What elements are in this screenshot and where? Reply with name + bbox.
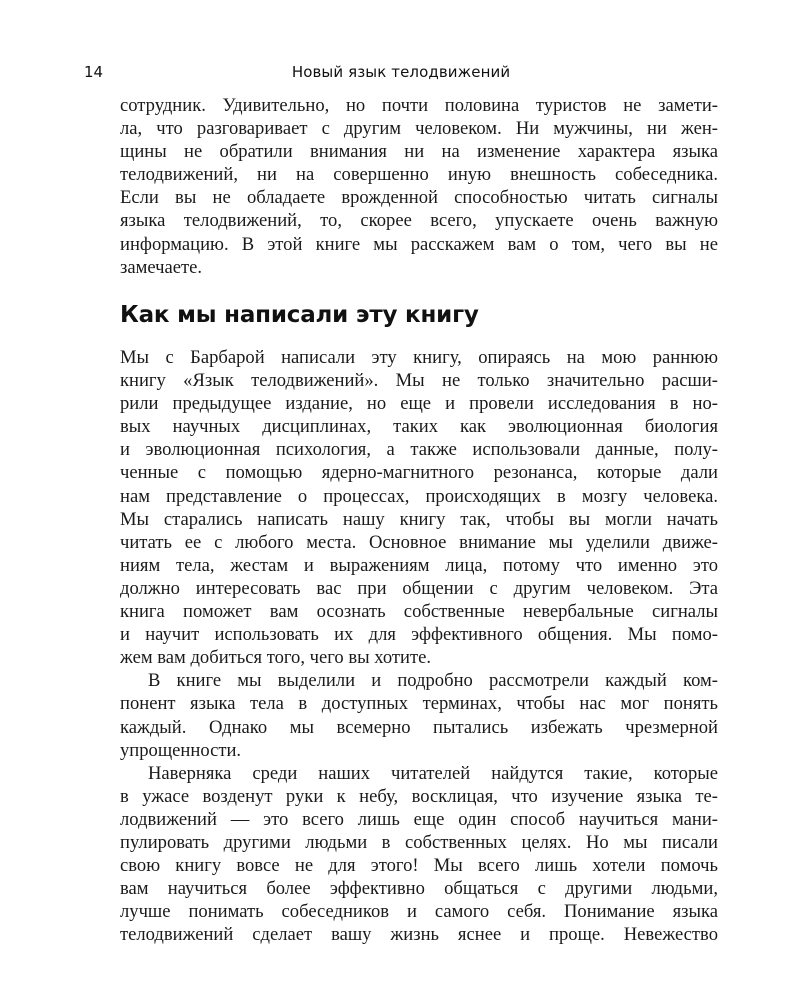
text-line: телодвижений, ни на совершенно иную внешность собеседника. <box>120 164 718 186</box>
text-line: и эволюционная психология, а также использовали данные, полу- <box>120 439 718 461</box>
text-line: Мы с Барбарой написали эту книгу, опираясь на мою раннюю <box>120 347 718 368</box>
text-line: каждый. Однако мы всемерно пытались избежать чрезмерной <box>120 716 718 738</box>
running-title: Новый язык телодвижений <box>291 63 511 81</box>
text-line: рили предыдущее издание, но еще и провели исследования в но- <box>120 393 718 415</box>
text-line: лодвижений — это всего лишь еще один способ научиться мани- <box>120 808 718 830</box>
text-line: сотрудник. Удивительно, но почти половина туристов не замети- <box>120 95 718 116</box>
paragraph-3 <box>120 762 718 947</box>
text-line: телодвижений сделает вашу жизнь яснее и проще. Невежество <box>120 924 718 946</box>
text-line: свою книгу вовсе не для этого! Мы всего лишь хотели помочь <box>120 855 718 877</box>
text-line: и научит использовать их для эффективного общения. Мы помо- <box>120 624 718 646</box>
text-line: Если вы не обладаете врожденной способностью читать сигналы <box>120 187 718 209</box>
text-line: пулировать другими людьми в собственных целях. Но мы писали <box>120 831 718 853</box>
text-line: жем вам добиться того, чего вы хотите. <box>120 647 432 669</box>
text-line: щины не обратили внимания ни на изменение характера языка <box>120 141 718 163</box>
running-head <box>84 63 718 85</box>
text-line: должно интересовать вас при общении с другим человеком. Эта <box>120 577 718 599</box>
page-number: 14 <box>84 63 104 81</box>
text-line: Мы старались написать нашу книгу так, чтобы вы могли начать <box>120 508 718 530</box>
text-line: понент языка тела в доступных терминах, чтобы нас мог понять <box>120 693 718 715</box>
paragraph-2 <box>120 669 718 761</box>
text-line: упрощенности. <box>120 739 242 761</box>
text-line: вам научиться более эффективно общаться с другими людьми, <box>120 878 718 900</box>
paragraph-1 <box>120 346 718 669</box>
text-line: В книге мы выделили и подробно рассмотрели каждый ком- <box>148 670 718 692</box>
text-line: ченные с помощью ядерно-магнитного резонанса, которые дали <box>120 462 718 484</box>
text-line: ниям тела, жестам и выражениям лица, потому что именно это <box>120 554 718 576</box>
text-line: книга поможет вам осознать собственные невербальные сигналы <box>120 601 718 623</box>
text-line: лучше понимать собеседников и самого себя. Понимание языка <box>120 901 718 923</box>
text-line: читать ее с любого места. Основное внимание мы уделили движе- <box>120 531 718 553</box>
text-line: Наверняка среди наших читателей найдутся такие, которые <box>148 762 718 784</box>
text-line: в ужасе возденут руки к небу, восклицая, что изучение языка те- <box>120 785 718 807</box>
text-line: вых научных дисциплинах, таких как эволюционная биология <box>120 416 718 438</box>
text-line: ла, что разговаривает с другим человеком. Ни мужчины, ни жен- <box>120 118 718 140</box>
text-line: нам представление о процессах, происходящих в мозгу человека. <box>120 485 718 507</box>
text-line: языка телодвижений, то, скорее всего, упускаете очень важную <box>120 210 718 232</box>
top-paragraph <box>120 94 718 279</box>
text-line: замечаете. <box>120 256 203 278</box>
section-body <box>120 346 718 946</box>
text-line: книгу «Язык телодвижений». Мы не только значительно расши- <box>120 370 718 392</box>
section-heading: Как мы написали эту книгу <box>120 302 479 328</box>
text-line: информацию. В этой книге мы расскажем вам о том, чего вы не <box>120 233 718 255</box>
